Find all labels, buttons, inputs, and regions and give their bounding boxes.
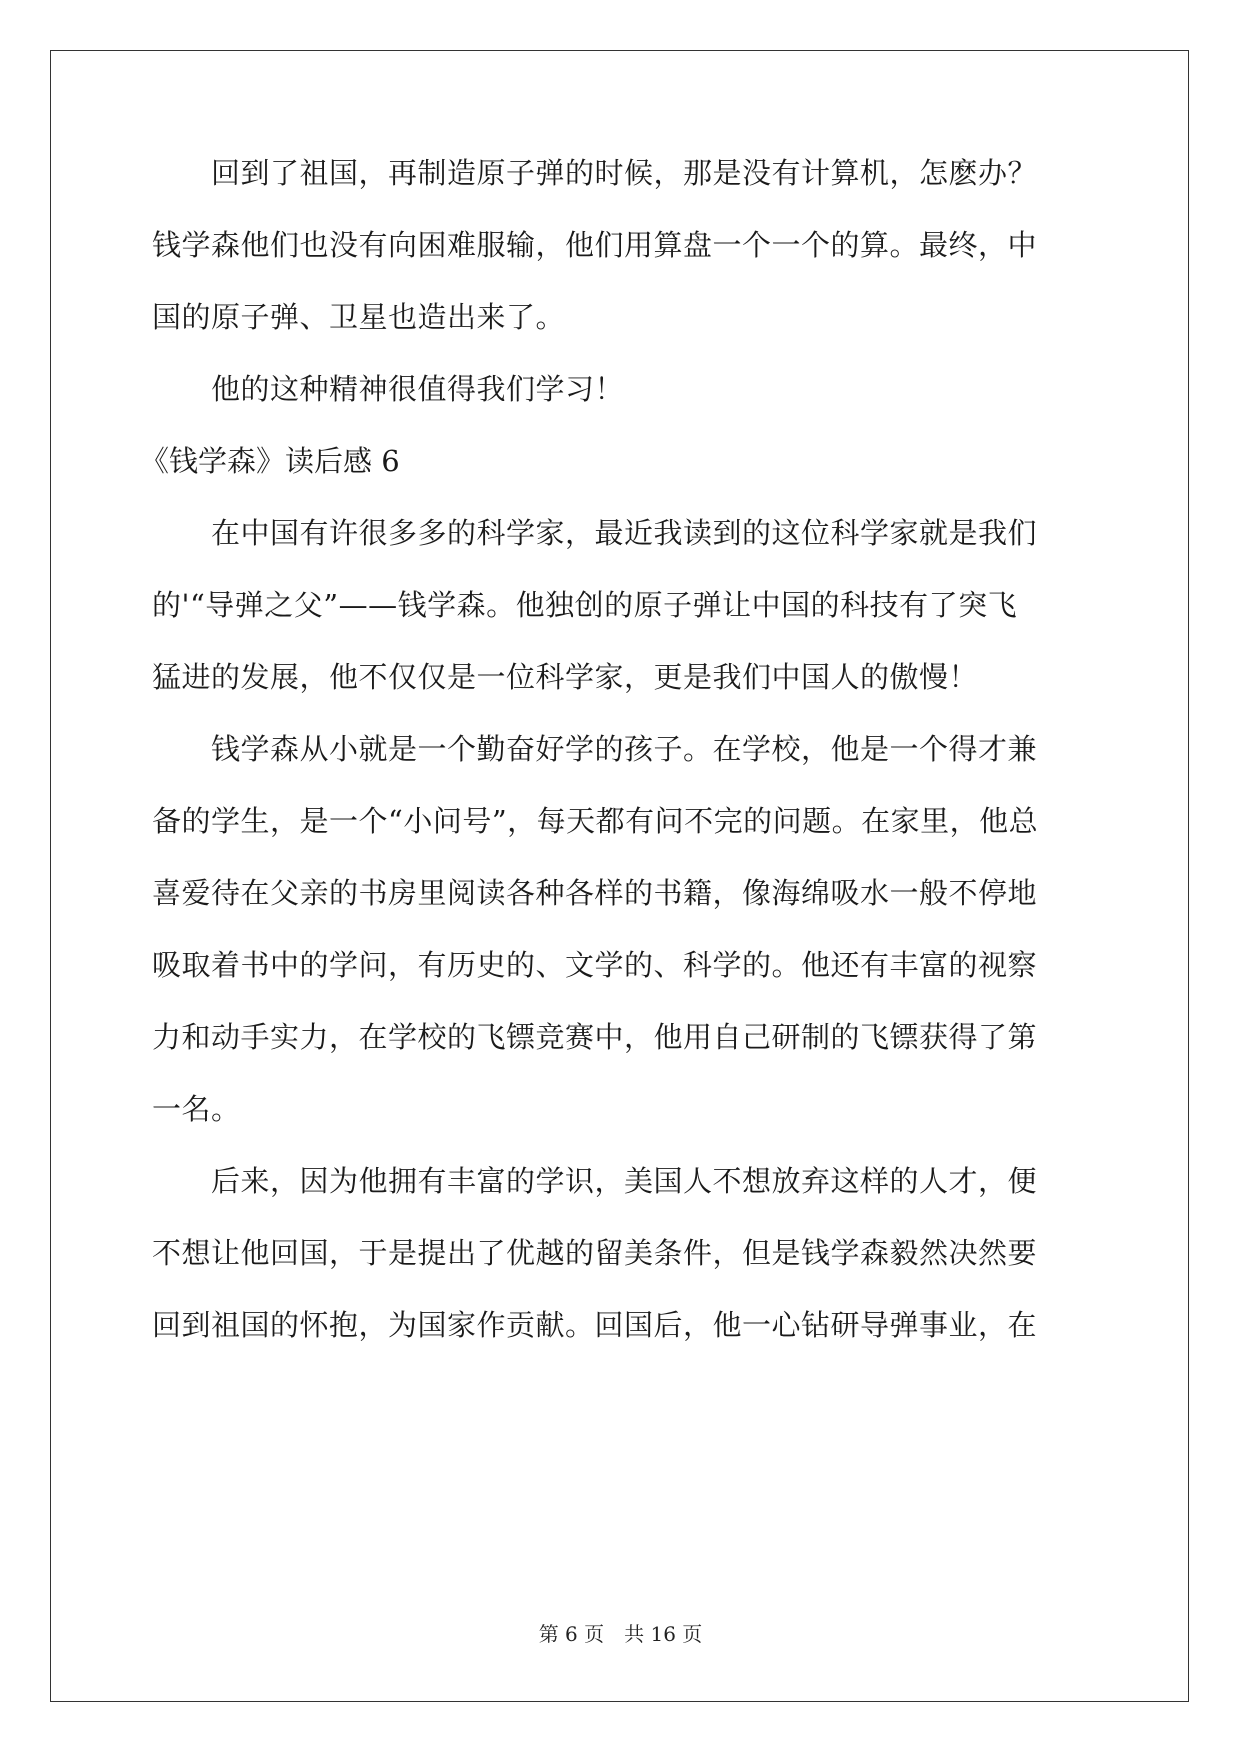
body-line: 回到了祖国，再制造原子弹的时候，那是没有计算机，怎麽办？: [152, 156, 1038, 190]
body-line: 钱学森他们也没有向困难服输，他们用算盘一个一个的算。最终，中: [152, 228, 1038, 262]
body-line: 一名。: [152, 1092, 241, 1126]
body-line: 他的这种精神很值得我们学习！: [152, 372, 625, 406]
body-line: 的'“导弹之父”——钱学森。他独创的原子弹让中国的科技有了突飞: [152, 588, 1018, 622]
body-line: 回到祖国的怀抱，为国家作贡献。回国后，他一心钻研导弹事业，在: [152, 1308, 1038, 1342]
body-line: 后来，因为他拥有丰富的学识，美国人不想放弃这样的人才，便: [152, 1164, 1038, 1198]
body-line: 备的学生，是一个“小问号”，每天都有问不完的问题。在家里，他总: [152, 804, 1039, 838]
body-line: 猛进的发展，他不仅仅是一位科学家，更是我们中国人的傲慢！: [152, 660, 979, 694]
body-line: 在中国有许很多多的科学家，最近我读到的这位科学家就是我们: [152, 516, 1038, 550]
body-line: 不想让他回国，于是提出了优越的留美条件，但是钱学森毅然决然要: [152, 1236, 1038, 1270]
body-line: 喜爱待在父亲的书房里阅读各种各样的书籍，像海绵吸水一般不停地: [152, 876, 1038, 910]
body-line: 国的原子弹、卫星也造出来了。: [152, 300, 566, 334]
body-line: 力和动手实力，在学校的飞镖竞赛中，他用自己研制的飞镖获得了第: [152, 1020, 1038, 1054]
body-line: 钱学森从小就是一个勤奋好学的孩子。在学校，他是一个得才兼: [152, 732, 1038, 766]
page-number-footer: 第 6 页 共 16 页: [538, 1622, 703, 1646]
body-line: 吸取着书中的学问，有历史的、文学的、科学的。他还有丰富的视察: [152, 948, 1038, 982]
section-heading: 《钱学森》读后感 6: [140, 444, 400, 478]
